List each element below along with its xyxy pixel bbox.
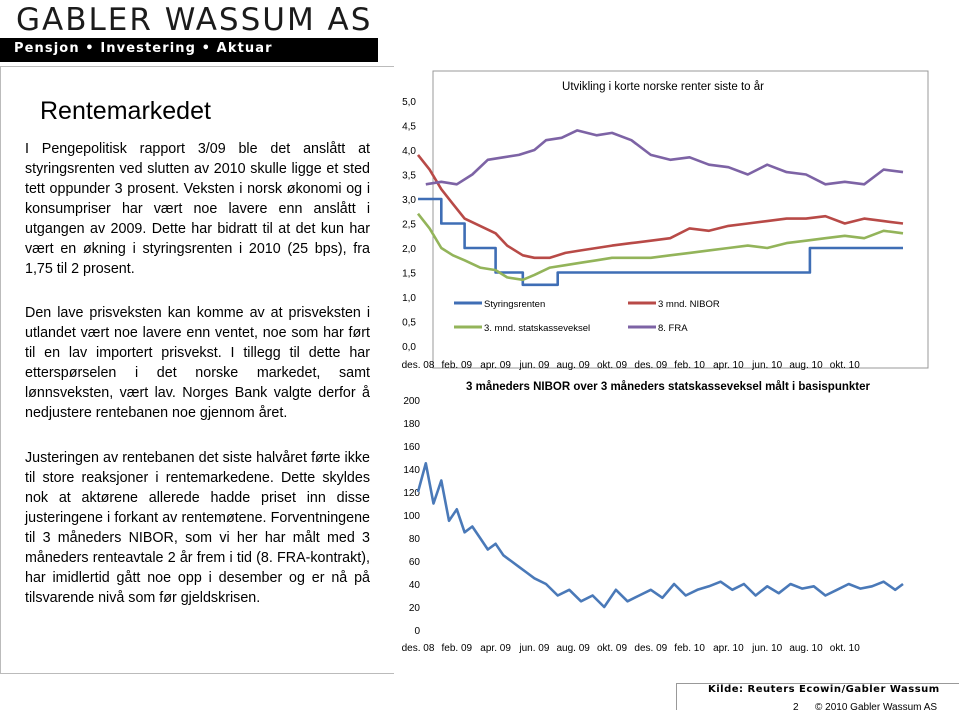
c1-y-tick-label: 2,5 <box>402 219 416 231</box>
legend-label: 8. FRA <box>658 323 688 334</box>
c1-y-tick-label: 4,5 <box>402 121 416 133</box>
c1-x-tick-label: feb. 10 <box>674 360 705 370</box>
c1-y-tick-label: 4,0 <box>402 146 416 157</box>
c1-y-tick-label: 3,0 <box>402 195 416 206</box>
c2-x-tick-label: feb. 10 <box>674 643 705 654</box>
c1-y-tick-label: 1,0 <box>402 293 416 304</box>
c2-x-tick-label: des. 09 <box>634 643 668 654</box>
c1-y-tick-label: 1,5 <box>402 268 416 280</box>
c1-y-tick-label: 2,0 <box>402 244 416 255</box>
page-title: Rentemarkedet <box>40 97 211 125</box>
c2-y-tick-label: 0 <box>414 626 420 637</box>
c2-y-tick-label: 120 <box>403 488 420 499</box>
c2-y-tick-label: 60 <box>408 557 420 568</box>
c1-x-tick-label: apr. 10 <box>713 360 744 370</box>
c1-y-tick-label: 0,0 <box>402 342 416 353</box>
c2-x-tick-label: feb. 09 <box>441 643 473 654</box>
chart-interest-rates-svg <box>398 70 929 370</box>
chart-nibor-spread-svg <box>398 376 929 666</box>
c2-y-tick-label: 200 <box>403 396 420 407</box>
c2-y-tick-label: 100 <box>403 511 420 522</box>
c1-x-tick-label: aug. 09 <box>556 360 590 370</box>
c1-y-tick-label: 3,5 <box>402 170 416 182</box>
c2-x-tick-label: apr. 10 <box>713 643 744 654</box>
c2-y-tick-label: 140 <box>403 465 420 476</box>
c2-x-tick-label: jun. 10 <box>752 643 783 654</box>
c2-y-tick-label: 80 <box>408 534 420 545</box>
c1-series-line-3-mnd-nibor <box>418 155 903 258</box>
c1-x-tick-label: apr. 09 <box>480 360 511 370</box>
chart2-title: 3 måneders NIBOR over 3 måneders statskasseveksel målt i basispunkter <box>466 381 870 393</box>
copyright-text: © 2010 Gabler Wassum AS <box>815 702 938 713</box>
chart1-title: Utvikling i korte norske renter siste to år <box>562 81 764 93</box>
legend-label: 3. mnd. statskasseveksel <box>484 323 591 334</box>
c2-x-tick-label: apr. 09 <box>480 643 511 654</box>
logo-name-band <box>0 0 378 40</box>
c1-x-tick-label: jun. 09 <box>519 360 550 370</box>
body-paragraph-1: I Pengepolitisk rapport 3/09 ble det anslått at styringsrenten ved slutten av 2010 skulle ligge et sted tett oppunder 3 prosent. Veksten i norsk økonomi og i konsumpriser har vært noe lavere enn anslått i utgangen av 2009. Dette har bidratt til at det kun har vært en økning i styringsrenten i 2010 (25 bps), fra 1,75 til 2 prosent. <box>25 141 370 277</box>
chart-interest-rates <box>398 70 929 370</box>
c2-x-tick-label: okt. 10 <box>829 643 860 654</box>
c1-x-tick-label: des. 09 <box>634 360 668 370</box>
c2-x-tick-label: okt. 09 <box>596 643 628 654</box>
logo-company-name: GABLER WASSUM AS <box>16 2 373 38</box>
c1-x-tick-label: okt. 10 <box>829 360 860 370</box>
legend-label: Styringsrenten <box>484 299 546 310</box>
body-paragraph-2: Den lave prisveksten kan komme av at prisveksten i utlandet vært noe lavere enn ventet, noe som har ført til en lav importert prisvekst. I tillegg til dette har etterspørselen i det norske markedet, samt lønnsveksten, vært lav. Norges Bank valgte derfor å nedjustere rentebanen noe gjennom året. <box>25 305 370 421</box>
c2-x-tick-label: jun. 09 <box>519 643 550 654</box>
legend-label: 3 mnd. NIBOR <box>658 299 720 310</box>
c1-x-tick-label: aug. 10 <box>789 360 823 370</box>
c2-series-line-spread <box>418 463 903 607</box>
c2-y-tick-label: 40 <box>408 580 420 591</box>
c1-series-line-8-fra <box>426 130 903 184</box>
c1-x-tick-label: jun. 10 <box>752 360 783 370</box>
c2-x-tick-label: aug. 10 <box>789 643 823 654</box>
logo-tagline: Pensjon • Investering • Aktuar <box>14 41 273 56</box>
source-label: Kilde: Reuters Ecowin/Gabler Wassum <box>708 684 940 695</box>
c1-y-tick-label: 5,0 <box>402 97 416 108</box>
c2-y-tick-label: 20 <box>408 603 420 614</box>
c1-y-tick-label: 0,5 <box>402 317 416 329</box>
body-paragraph-3: Justeringen av rentebanen det siste halvåret førte ikke til store reaksjoner i rentemarkedene. Dette skyldes nok at aktørene allerede hadde priset inn disse justeringene i forkant av rentemøtene. Forventningene til 3 måneders NIBOR, som vi her har målt med 3 måneders renteavtale 2 år frem i tid (8. FRA-kontrakt), har imidlertid gått noe opp i desember og er nå på tilsvarende nivå som før gjeldskrisen. <box>25 450 370 606</box>
c2-y-tick-label: 160 <box>403 442 420 453</box>
c1-x-tick-label: des. 08 <box>401 360 435 370</box>
c2-x-tick-label: des. 08 <box>401 643 435 654</box>
c1-series-line-styringsrenten <box>418 199 903 285</box>
c1-x-tick-label: okt. 09 <box>596 360 628 370</box>
company-logo <box>0 0 378 62</box>
c1-x-tick-label: feb. 09 <box>441 360 473 370</box>
c2-x-tick-label: aug. 09 <box>556 643 590 654</box>
page-number: 2 <box>793 702 799 713</box>
c2-y-tick-label: 180 <box>403 419 420 430</box>
chart-nibor-spread <box>398 376 929 666</box>
